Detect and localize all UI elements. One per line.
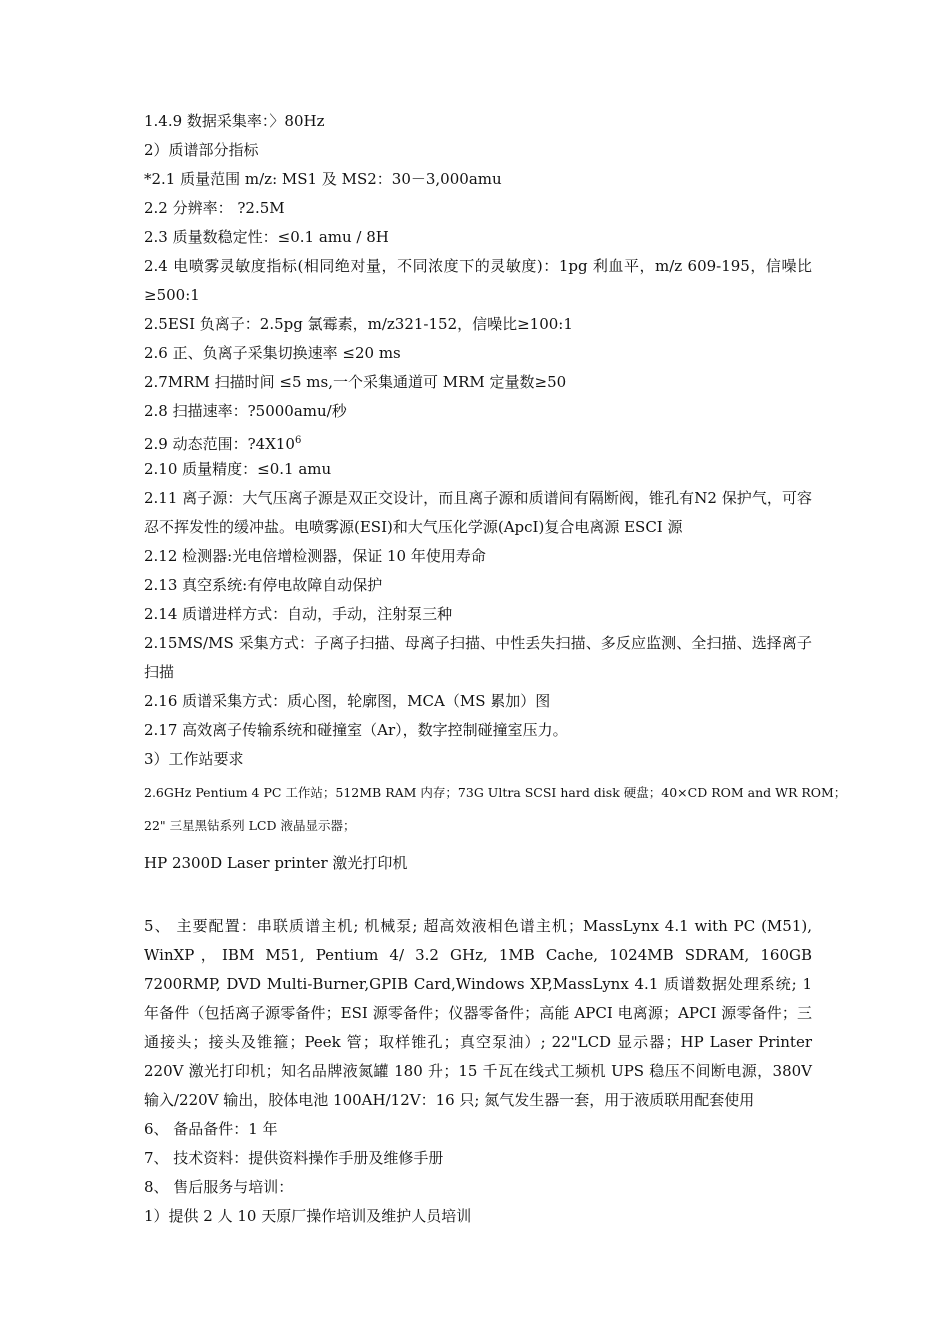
technical-docs-item: 7、 技术资料：提供资料操作手册及维修手册 xyxy=(144,1149,444,1167)
section-workstation: 3）工作站要求 xyxy=(144,750,244,768)
spec-item-2-3: 2.3 质量数稳定性：≤0.1 amu / 8H xyxy=(144,228,389,246)
spec-item-2-10: 2.10 质量精度：≤0.1 amu xyxy=(144,460,332,478)
spec-item-2-6: 2.6 正、负离子采集切换速率 ≤20 ms xyxy=(144,344,401,362)
spec-item-2-12: 2.12 检测器:光电倍增检测器，保证 10 年使用寿命 xyxy=(144,547,486,565)
section-ms-specs: 2）质谱部分指标 xyxy=(144,141,259,159)
spec-item-2-14: 2.14 质谱进样方式：自动，手动，注射泵三种 xyxy=(144,605,453,623)
document-body xyxy=(144,107,847,1231)
spec-item-2-1: *2.1 质量范围 m/z: MS1 及 MS2：30－3,000amu xyxy=(144,170,502,188)
spec-item-2-11: 2.11 离子源：大气压离子源是双正交设计，而且离子源和质谱间有隔断阀，锥孔有N2 保护气，可容忍不挥发性的缓冲盐。电喷雾源(ESI)和大气压化学源(ApcI)复合电离源 ESCI 源 xyxy=(144,489,812,536)
spec-item-2-17: 2.17 高效离子传输系统和碰撞室（Ar），数字控制碰撞室压力。 xyxy=(144,721,568,739)
spec-item-2-9-text: 2.9 动态范围：?4X10 xyxy=(144,435,295,453)
spec-item-2-5: 2.5ESI 负离子：2.5pg 氯霉素，m/z321-152，信噪比≥100:1 xyxy=(144,315,573,333)
spare-parts-item: 6、 备品备件：1 年 xyxy=(144,1120,278,1138)
spec-item-2-8: 2.8 扫描速率：?5000amu/秒 xyxy=(144,402,347,420)
main-configuration-item: 5、 主要配置：串联质谱主机; 机械泵; 超高效液相色谱主机；MassLynx 4.1 with PC (M51), WinXP，IBM M51, Pentium 4/ 3.2 GHz, 1MB Cache, 1024MB SDRAM, 160GB 7200RMP, DVD Multi-Burner,GPIB Card,Windows XP,MassLynx 4.1 质谱数据处理系统; 1 年备件（包括离子源零备件；ESI 源零备件；仪器零备件；高能 APCI 电离源；APCI 源零备件；三通接头；接头及锥箍；Peek 管；取样锥孔；真空泵油）; 22"LCD 显示器；HP Laser Printer 220V 激光打印机；知名品牌液氮罐 180 升；15 千瓦在线式工频机 UPS 稳压不间断电源，380V 输入/220V 输出，胶体电池 100AH/12V：16 只; 氮气发生器一套，用于液质联用配套使用 xyxy=(144,917,812,1109)
monitor-spec-line: 22" 三星黑钻系列 LCD 液晶显示器； xyxy=(144,818,356,833)
spec-item-2-16: 2.16 质谱采集方式：质心图，轮廓图，MCA（MS 累加）图 xyxy=(144,692,551,710)
spec-item-2-2: 2.2 分辨率： ?2.5M xyxy=(144,199,285,217)
spec-item-1-4-9: 1.4.9 数据采集率：〉80Hz xyxy=(144,112,325,130)
blank-spacer xyxy=(144,883,812,912)
spec-item-2-4: 2.4 电喷雾灵敏度指标(相同绝对量，不同浓度下的灵敏度)：1pg 利血平，m/z 609-195，信噪比≥500:1 xyxy=(144,257,812,304)
spec-item-2-15: 2.15MS/MS 采集方式：子离子扫描、母离子扫描、中性丢失扫描、多反应监测、全扫描、选择离子扫描 xyxy=(144,634,812,681)
spec-item-2-9 xyxy=(144,426,812,455)
spec-item-2-7: 2.7MRM 扫描时间 ≤5 ms,一个采集通道可 MRM 定量数≥50 xyxy=(144,373,567,391)
workstation-spec-line: 2.6GHz Pentium 4 PC 工作站；512MB RAM 内存；73G Ultra SCSI hard disk 硬盘；40×CD ROM and WR ROM； xyxy=(144,785,847,800)
training-item: 1）提供 2 人 10 天原厂操作培训及维护人员培训 xyxy=(144,1207,472,1225)
printer-spec-line: HP 2300D Laser printer 激光打印机 xyxy=(144,854,408,872)
after-sales-item: 8、 售后服务与培训： xyxy=(144,1178,294,1196)
spec-item-2-13: 2.13 真空系统:有停电故障自动保护 xyxy=(144,576,383,594)
spec-item-2-9-exponent: 6 xyxy=(294,435,302,446)
